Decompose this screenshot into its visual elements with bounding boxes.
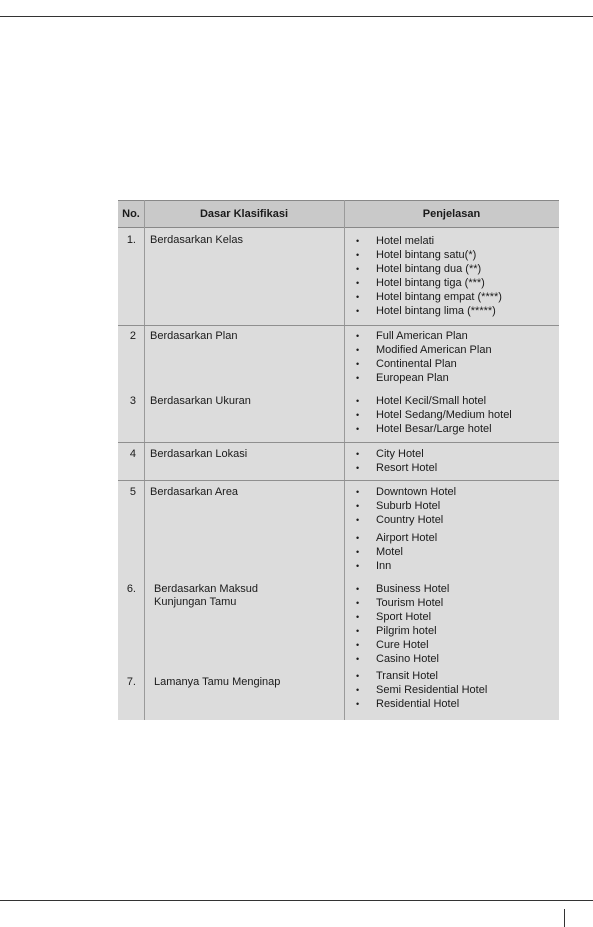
row-dasar: Berdasarkan Area [150, 486, 239, 498]
row-number: 5 [129, 486, 136, 498]
row-items [348, 485, 456, 573]
list-item: • Hotel bintang lima (*****) [348, 304, 502, 318]
list-item: • Hotel bintang satu(*) [348, 248, 502, 262]
row-dasar: Berdasarkan Plan [150, 330, 238, 342]
row-dasar: Berdasarkan Kelas [150, 234, 243, 246]
column-divider [144, 200, 145, 720]
header-dasar-klasifikasi: Dasar Klasifikasi [199, 208, 289, 220]
row-items [348, 234, 502, 318]
row-dasar: Berdasarkan Lokasi [150, 448, 248, 460]
row-items [348, 394, 512, 436]
header-penjelasan: Penjelasan [422, 208, 481, 220]
row-number: 2 [129, 330, 136, 342]
header-no: No. [122, 208, 140, 220]
row-dasar: Berdasarkan Maksud Kunjungan Tamu [154, 583, 258, 608]
list-item: • Hotel bintang dua (**) [348, 262, 502, 276]
list-item: • Airport Hotel [348, 531, 456, 545]
row-number: 6. [126, 583, 136, 595]
list-item: • Downtown Hotel [348, 485, 456, 499]
footer-divider [564, 909, 565, 927]
list-item: • Suburb Hotel [348, 499, 456, 513]
row-separator [118, 442, 559, 443]
row-separator [118, 325, 559, 326]
row-number: 4 [129, 448, 136, 460]
list-item: • Continental Plan [348, 357, 492, 371]
list-item: • Hotel Sedang/Medium hotel [348, 408, 512, 422]
row-items [348, 447, 437, 475]
list-item: • Hotel Kecil/Small hotel [348, 394, 512, 408]
list-item: • Residential Hotel [348, 697, 487, 711]
row-items [348, 582, 449, 666]
list-item: • Hotel melati [348, 234, 502, 248]
list-item: • Modified American Plan [348, 343, 492, 357]
list-item: • Country Hotel [348, 513, 456, 527]
list-item: • Business Hotel [348, 582, 449, 596]
list-item: • Resort Hotel [348, 461, 437, 475]
list-item: • Hotel Besar/Large hotel [348, 422, 512, 436]
row-dasar: Lamanya Tamu Menginap [154, 676, 281, 688]
list-item: • Inn [348, 559, 456, 573]
row-items [348, 669, 487, 711]
top-rule [0, 16, 593, 17]
list-item: • City Hotel [348, 447, 437, 461]
list-item: • Motel [348, 545, 456, 559]
row-items [348, 329, 492, 385]
classification-table [118, 200, 559, 720]
list-item: • Tourism Hotel [348, 596, 449, 610]
list-item: • Sport Hotel [348, 610, 449, 624]
list-item: • Hotel bintang tiga (***) [348, 276, 502, 290]
list-item: • European Plan [348, 371, 492, 385]
list-item: • Pilgrim hotel [348, 624, 449, 638]
list-item: • Semi Residential Hotel [348, 683, 487, 697]
list-item: • Hotel bintang empat (****) [348, 290, 502, 304]
list-item: • Casino Hotel [348, 652, 449, 666]
row-number: 1. [126, 234, 136, 246]
row-number: 7. [126, 676, 136, 688]
bottom-rule [0, 900, 593, 901]
list-item: • Full American Plan [348, 329, 492, 343]
column-divider [344, 200, 345, 720]
list-item: • Cure Hotel [348, 638, 449, 652]
row-number: 3 [129, 395, 136, 407]
row-dasar: Berdasarkan Ukuran [150, 395, 251, 407]
list-item: • Transit Hotel [348, 669, 487, 683]
table-header [118, 200, 559, 228]
row-separator [118, 480, 559, 481]
